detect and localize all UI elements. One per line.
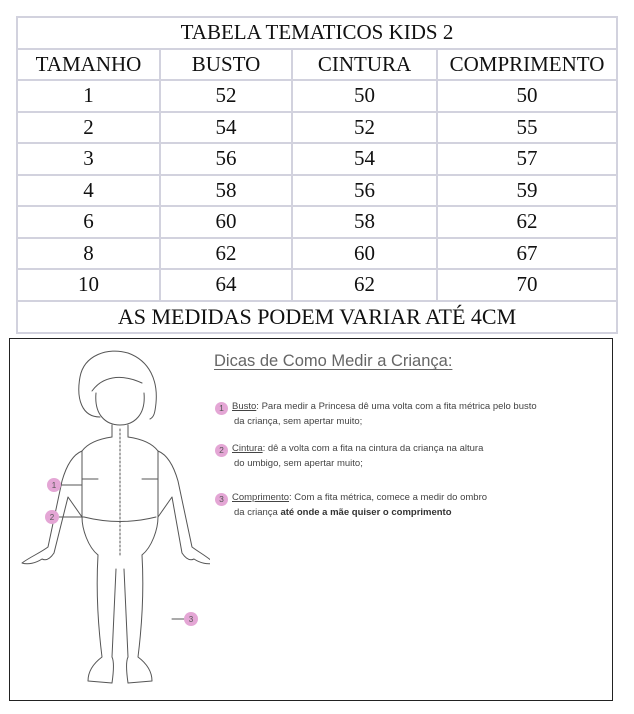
right-arm-outline [158,451,210,564]
cell-bust: 58 [160,175,292,207]
cell-size: 8 [17,238,160,270]
header-tamanho: TAMANHO [17,49,160,81]
cell-bust: 62 [160,238,292,270]
tip-waist [215,442,605,470]
table-title: TABELA TEMATICOS KIDS 2 [17,17,617,49]
table-row [17,238,617,270]
tip-text-line2: do umbigo, sem apertar muito; [234,458,363,469]
cell-size: 1 [17,80,160,112]
header-busto: BUSTO [160,49,292,81]
tip-text-line2: da criança, sem apertar muito; [234,416,363,427]
tip-term: Cintura [232,443,263,454]
guide-title: Dicas de Como Medir a Criança: [214,352,453,370]
cell-waist: 56 [292,175,437,207]
cell-waist: 50 [292,80,437,112]
tip-number-badge: 2 [215,444,228,457]
table-footer-row [17,301,617,333]
tip-term: Busto [232,401,257,412]
cell-length: 55 [437,112,617,144]
table-title-row [17,17,617,49]
svg-text:2: 2 [49,513,55,522]
svg-text:1: 1 [51,481,57,490]
cell-waist: 58 [292,206,437,238]
header-cintura: CINTURA [292,49,437,81]
tip-length [215,491,605,519]
right-leg-outline [124,555,152,683]
cell-bust: 64 [160,269,292,301]
face-outline [96,393,144,425]
tip-bust [215,400,605,428]
cell-size: 4 [17,175,160,207]
table-row [17,143,617,175]
measuring-guide [9,338,613,701]
table-row [17,206,617,238]
left-leg-outline [88,555,116,683]
table-row [17,269,617,301]
tip-bold-text: até onde a mãe quiser o comprimento [280,507,452,518]
left-arm-outline [22,451,82,564]
cell-size: 10 [17,269,160,301]
table-row [17,112,617,144]
cell-waist: 52 [292,112,437,144]
length-marker [184,612,198,626]
svg-text:3: 3 [188,615,194,624]
cell-length: 50 [437,80,617,112]
tip-text-line2-wrap [215,506,605,519]
table-footer-note: AS MEDIDAS PODEM VARIAR ATÉ 4CM [17,301,617,333]
cell-length: 59 [437,175,617,207]
hair-outline [79,351,156,419]
cell-waist: 62 [292,269,437,301]
hair-fringe [92,377,142,391]
cell-length: 67 [437,238,617,270]
cell-bust: 60 [160,206,292,238]
tip-text: : Para medir a Princesa dê uma volta com a fita métrica pelo busto [256,401,537,412]
cell-size: 2 [17,112,160,144]
size-table [16,16,618,334]
header-comprimento: COMPRIMENTO [437,49,617,81]
tip-text: : Com a fita métrica, comece a medir do ombro [289,492,488,503]
waist-marker [45,510,59,524]
table-row [17,175,617,207]
cell-length: 57 [437,143,617,175]
tip-text: : dê a volta com a fita na cintura da criança na altura [262,443,484,454]
table-header-row [17,49,617,81]
cell-bust: 52 [160,80,292,112]
tip-text-line2: da criança [234,507,281,518]
child-outline-illustration [10,339,210,699]
cell-waist: 60 [292,238,437,270]
tip-number-badge: 3 [215,493,228,506]
cell-size: 6 [17,206,160,238]
cell-bust: 56 [160,143,292,175]
tip-number-badge: 1 [215,402,228,415]
bust-marker [47,478,61,492]
cell-size: 3 [17,143,160,175]
cell-waist: 54 [292,143,437,175]
cell-bust: 54 [160,112,292,144]
cell-length: 62 [437,206,617,238]
tip-term: Comprimento [232,492,290,503]
table-row [17,80,617,112]
cell-length: 70 [437,269,617,301]
